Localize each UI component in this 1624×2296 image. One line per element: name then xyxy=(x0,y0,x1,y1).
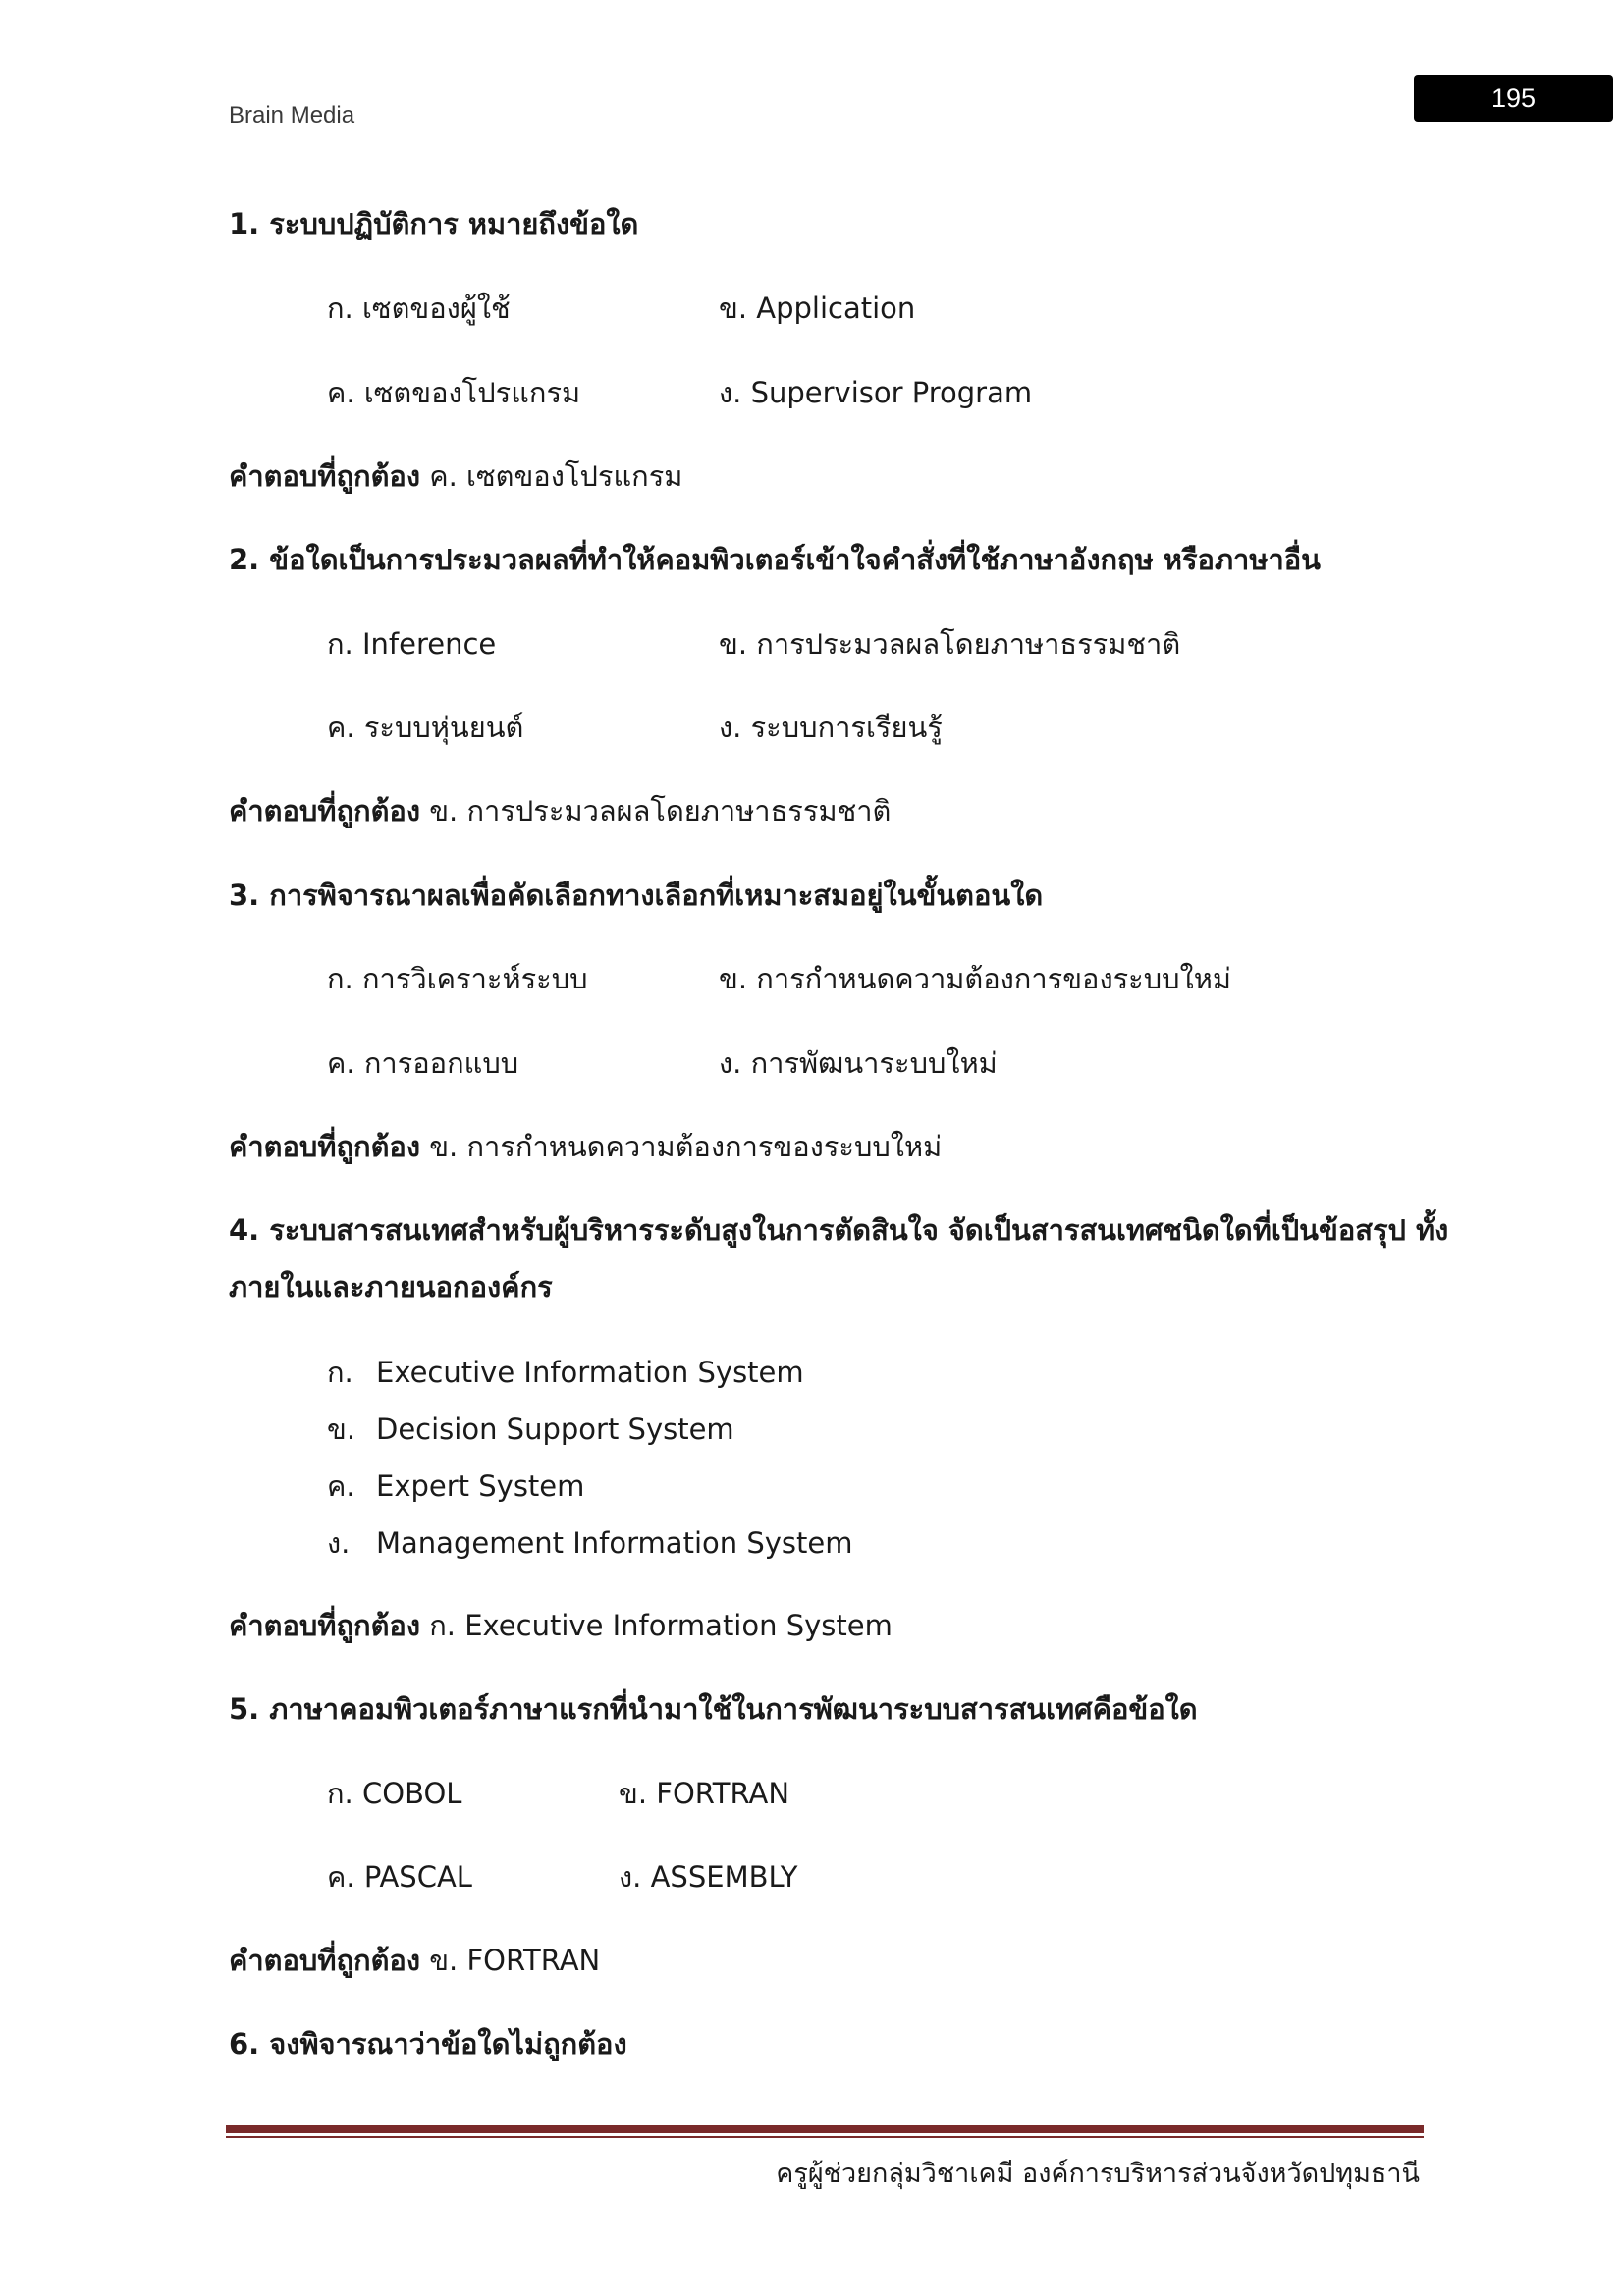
q5-option-a: ก. COBOL xyxy=(327,1777,462,1810)
q2-option-d: ง. ระบบการเรียนรู้ xyxy=(719,711,943,744)
option-text: Decision Support System xyxy=(376,1413,734,1446)
question-5: 5. ภาษาคอมพิวเตอร์ภาษาแรกที่นำมาใช้ในการพัฒนาระบบสารสนเทศคือข้อใด xyxy=(229,1692,1198,1726)
option-text: Management Information System xyxy=(376,1526,853,1560)
answer-label: คำตอบที่ถูกต้อง xyxy=(229,1130,420,1163)
answer-value: ก. Executive Information System xyxy=(429,1609,893,1642)
question-6: 6. จงพิจารณาว่าข้อใดไม่ถูกต้อง xyxy=(229,2027,627,2060)
q2-option-c: ค. ระบบหุ่นยนต์ xyxy=(327,711,524,744)
q1-option-c: ค. เซตของโปรแกรม xyxy=(327,376,581,409)
answer-label: คำตอบที่ถูกต้อง xyxy=(229,1609,420,1642)
q1-option-b: ข. Application xyxy=(719,292,916,325)
option-mark: ก. xyxy=(327,1356,353,1389)
q1-answer xyxy=(229,456,682,496)
page-number: 195 xyxy=(1414,75,1613,122)
q4-option-d xyxy=(327,1523,852,1563)
q3-option-c: ค. การออกแบบ xyxy=(327,1046,519,1080)
option-text: Expert System xyxy=(376,1469,585,1503)
q2-option-b: ข. การประมวลผลโดยภาษาธรรมชาติ xyxy=(719,627,1181,661)
q4-option-c xyxy=(327,1467,584,1506)
q1-option-a: ก. เซตของผู้ใช้ xyxy=(327,292,511,325)
q4-answer xyxy=(229,1606,893,1645)
answer-value: ข. การประมวลผลโดยภาษาธรรมชาติ xyxy=(429,794,892,828)
q3-option-d: ง. การพัฒนาระบบใหม่ xyxy=(719,1046,998,1080)
q5-option-d: ง. ASSEMBLY xyxy=(619,1860,798,1894)
q3-answer xyxy=(229,1127,942,1166)
q5-answer xyxy=(229,1941,600,1980)
answer-label: คำตอบที่ถูกต้อง xyxy=(229,459,420,493)
q4-option-b xyxy=(327,1410,734,1449)
question-3: 3. การพิจารณาผลเพื่อคัดเลือกทางเลือกที่เหมาะสมอยู่ในขั้นตอนใด xyxy=(229,879,1044,912)
question-2: 2. ข้อใดเป็นการประมวลผลที่ทำให้คอมพิวเตอร์เข้าใจคำสั่งที่ใช้ภาษาอังกฤษ หรือภาษาอื่น xyxy=(229,543,1321,576)
q3-option-b: ข. การกำหนดความต้องการของระบบใหม่ xyxy=(719,962,1231,995)
option-text: Executive Information System xyxy=(376,1356,804,1389)
option-mark: ง. xyxy=(327,1526,351,1560)
q5-option-c: ค. PASCAL xyxy=(327,1860,472,1894)
option-mark: ข. xyxy=(327,1413,356,1446)
question-4-line-2: ภายในและภายนอกองค์กร xyxy=(229,1270,553,1304)
q2-option-a: ก. Inference xyxy=(327,627,497,661)
answer-value: ข. การกำหนดความต้องการของระบบใหม่ xyxy=(429,1130,943,1163)
brand-name: Brain Media xyxy=(229,102,355,129)
q2-answer xyxy=(229,791,891,830)
q3-option-a: ก. การวิเคราะห์ระบบ xyxy=(327,962,588,995)
q4-option-a xyxy=(327,1353,804,1392)
answer-value: ข. FORTRAN xyxy=(429,1944,601,1977)
footer-divider-thin xyxy=(226,2136,1424,2138)
footer-text: ครูผู้ช่วยกลุ่มวิชาเคมี องค์การบริหารส่วนจังหวัดปทุมธานี xyxy=(776,2159,1420,2189)
question-4-line-1: 4. ระบบสารสนเทศสำหรับผู้บริหารระดับสูงในการตัดสินใจ จัดเป็นสารสนเทศชนิดใดที่เป็นข้อสรุป ทั้ง xyxy=(229,1213,1449,1247)
question-1: 1. ระบบปฏิบัติการ หมายถึงข้อใด xyxy=(229,207,639,240)
option-mark: ค. xyxy=(327,1469,355,1503)
answer-value: ค. เซตของโปรแกรม xyxy=(429,459,683,493)
answer-label: คำตอบที่ถูกต้อง xyxy=(229,1944,420,1977)
q1-option-d: ง. Supervisor Program xyxy=(719,376,1033,409)
footer-divider xyxy=(226,2125,1424,2133)
answer-label: คำตอบที่ถูกต้อง xyxy=(229,794,420,828)
q5-option-b: ข. FORTRAN xyxy=(619,1777,790,1810)
